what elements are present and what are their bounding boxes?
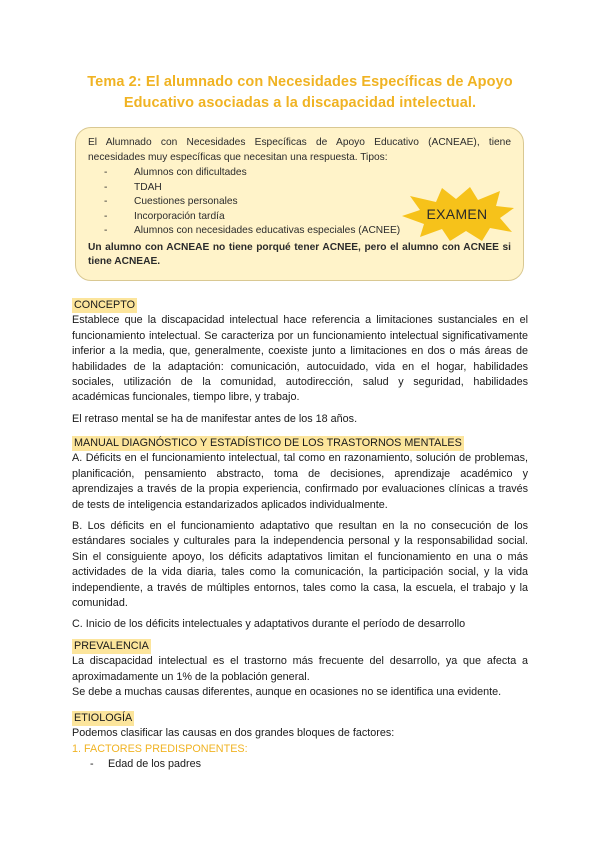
- etiologia-intro: Podemos clasificar las causas en dos grandes bloques de factores:: [72, 727, 395, 740]
- section-heading-concepto: CONCEPTO: [74, 299, 135, 311]
- prevalencia-paragraph: La discapacidad intelectual es el trastorno más frecuente del desarrollo, ya que afecta a aproximadamente un 1% de la población general.: [72, 655, 528, 683]
- section-etiologia: [72, 711, 528, 773]
- callout-intro: El Alumnado con Necesidades Específicas de Apoyo Educativo (ACNEAE), tiene necesidades muy específicas que necesitan una respuesta. Tipos:: [88, 137, 511, 163]
- type-item: - Alumnos con dificultades: [88, 166, 511, 181]
- prevalencia-causes: Se debe a muchas causas diferentes, aunque en ocasiones no se identifica una evidente.: [72, 686, 502, 699]
- section-heading-etiologia: ETIOLOGÍA: [74, 712, 133, 724]
- section-heading-manual: MANUAL DIAGNÓSTICO Y ESTADÍSTICO DE LOS TRASTORNOS MENTALES: [74, 437, 462, 449]
- type-item: - Alumnos con necesidades educativas especiales (ACNEE): [88, 224, 511, 239]
- concepto-paragraph: Establece que la discapacidad intelectual hace referencia a limitaciones sustanciales en el funcionamiento intelectual. Se caracteriza por un funcionamiento intelectual significativamente inferior a la media, que, generalmente, coexiste junto a limitaciones en dos o más áreas de habilidades de la adaptación: comunicación, autocuidado, vida en el hogar, habilidades sociales, utilización de la comunidad, autodirección, salud y seguridad, habilidades académicas funcionales, tiempo libre, y trabajo.: [72, 314, 528, 404]
- manual-criterion-c: C. Inicio de los déficits intelectuales y adaptativos durante el período de desarrollo: [72, 618, 466, 631]
- callout-bold-note: Un alumno con ACNEAE no tiene porqué tener ACNEE, pero el alumno con ACNEE si tiene ACNEAE.: [88, 241, 511, 267]
- manual-criterion-a: A. Déficits en el funcionamiento intelectual, tal como en razonamiento, solución de problemas, planificación, pensamiento abstracto, toma de decisiones, aprendizaje académico y aprendizajes a través de la propia experiencia, confirmado por evaluaciones clínicas a través de tests de inteligencia estandarizados aplicados individualmente.: [72, 452, 528, 511]
- title-line-2: Educativo asociadas a la discapacidad intelectual.: [123, 95, 477, 111]
- section-manual: [72, 436, 528, 633]
- page-title: [60, 72, 540, 114]
- section-heading-prevalencia: PREVALENCIA: [74, 640, 149, 652]
- section-prevalencia: [72, 639, 528, 701]
- concepto-note: El retraso mental se ha de manifestar antes de los 18 años.: [72, 412, 358, 425]
- exam-stamp-label: EXAMEN: [426, 206, 488, 222]
- factor-item: - Edad de los padres: [72, 757, 528, 772]
- etiologia-factor-list: [72, 757, 528, 772]
- title-line-1: Tema 2: El alumnado con Necesidades Específicas de Apoyo: [87, 74, 513, 90]
- type-item: - TDAH: [88, 181, 511, 196]
- section-concepto: [72, 298, 528, 427]
- type-item: - Cuestiones personales: [88, 195, 511, 210]
- type-item: - Incorporación tardía: [88, 210, 511, 225]
- etiologia-subhead: 1. FACTORES PREDISPONENTES:: [72, 742, 248, 755]
- manual-criterion-b: B. Los déficits en el funcionamiento adaptativo que resultan en la no consecución de los estándares sociales y culturales para la independencia personal y la responsabilidad social. Sin el consiguiente apoyo, los déficits adaptativos limitan el funcionamiento en una o más actividades de la vida diaria, tales como la comunicación, la participación social, y la vida independiente, a través de múltiples entornos, tales como la casa, la escuela, el trabajo y la comunidad.: [72, 520, 528, 610]
